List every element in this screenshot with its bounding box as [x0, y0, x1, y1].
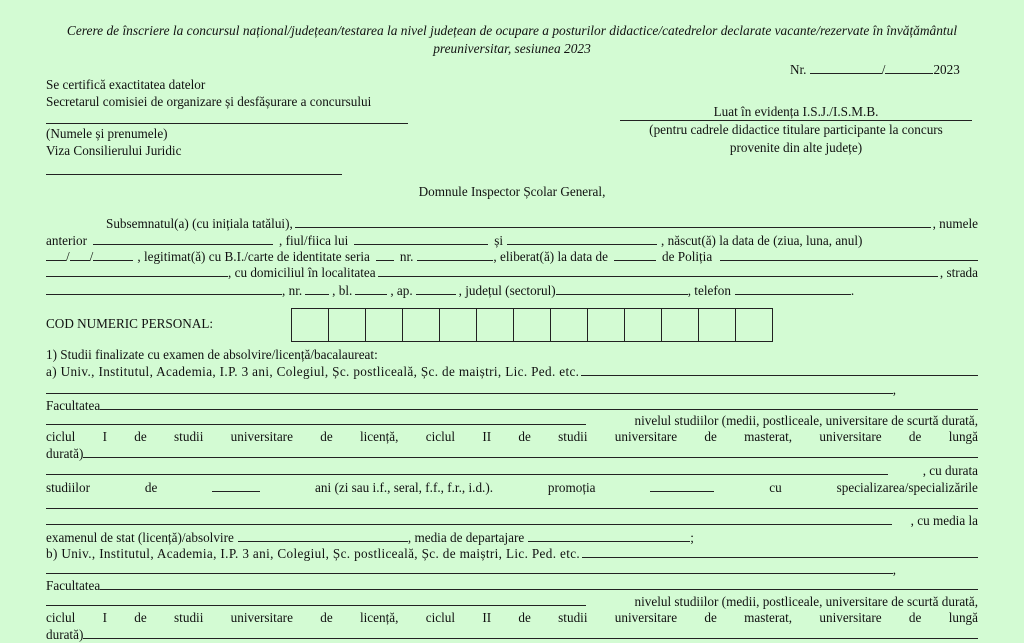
birth-date-label: , născut(ă) la data de (ziua, luna, anul): [661, 233, 863, 248]
studies-a-line-2: [46, 382, 896, 398]
slash: /: [66, 249, 70, 264]
street-field[interactable]: [46, 283, 282, 295]
years-a-line: [46, 480, 978, 496]
faculty-b-field-cont[interactable]: [46, 594, 586, 606]
legal-advisor-label: Viza Consilierului Juridic: [46, 143, 182, 158]
id-series-field[interactable]: [376, 249, 394, 261]
cnp-digit-box[interactable]: [587, 308, 625, 342]
specialization-a-field-cont[interactable]: [46, 513, 892, 525]
studies-b-institution-field-cont[interactable]: [46, 562, 893, 574]
level-b-line: [46, 594, 978, 610]
level-a-label: nivelul studiilor (medii, postliceale, universitare de scurtă durată,: [634, 413, 978, 428]
cnp-digit-box[interactable]: [328, 308, 366, 342]
cnp-digit-box[interactable]: [439, 308, 477, 342]
line-address: [46, 283, 978, 299]
tiebreak-grade-field[interactable]: [528, 530, 690, 542]
house-nr-label: , nr.: [282, 283, 303, 298]
cycle-b-line: ciclul I de studii universitare de licență, ciclul II de studii universitare de masterat, universitare de lungă: [46, 610, 978, 625]
exam-grade-field[interactable]: [238, 530, 408, 542]
cu-label: cu: [769, 480, 782, 495]
with-duration-label: , cu durata: [922, 463, 978, 478]
salutation: Domnule Inspector Școlar General,: [418, 184, 606, 199]
secretary-text: Secretarul comisiei de organizare și desfășurare a concursului: [46, 94, 372, 109]
duration-b-field[interactable]: [83, 627, 978, 639]
numele-label: , numele: [932, 216, 978, 231]
duration-a-field-cont[interactable]: [46, 463, 888, 475]
cnp-digit-box[interactable]: [735, 308, 773, 342]
document-title: Cerere de înscriere la concursul național/județean/testarea la nivel județean de ocupare a posturilor didactice/catedrelor declarate vacante/rezervate în învățământul preuniversitar, sesiunea 2023: [66, 23, 958, 56]
comma: ,: [892, 562, 896, 577]
nr-separator: /: [881, 62, 886, 77]
id-nr-label: nr.: [399, 249, 414, 264]
mother-name-field[interactable]: [507, 233, 657, 245]
level-a-line: [46, 413, 978, 429]
secretary-signature-line[interactable]: [46, 123, 408, 124]
duration-a-line-2: [46, 463, 978, 479]
level-b-label: nivelul studiilor (medii, postliceale, universitare de scurtă durată,: [634, 594, 978, 609]
cnp-digit-box[interactable]: [661, 308, 699, 342]
registration-number: [790, 62, 960, 78]
line-domiciliu: [46, 265, 978, 281]
specialization-a-line: [46, 497, 978, 509]
studies-a-line: [46, 364, 978, 380]
studies-a-label: a) Univ., Institutul, Academia, I.P. 3 ani, Colegiul, Șc. postliceală, Șc. de maiștri, Lic. Ped. etc.: [46, 364, 580, 379]
cnp-digit-box[interactable]: [624, 308, 662, 342]
slash: /: [89, 249, 94, 264]
nr-date-field[interactable]: [885, 62, 933, 74]
id-number-field[interactable]: [417, 249, 493, 261]
registered-line[interactable]: [620, 120, 972, 121]
exam-a-line: [46, 530, 978, 546]
cnp-digit-box[interactable]: [402, 308, 440, 342]
legal-signature-line[interactable]: [46, 174, 342, 175]
specialization-label: specializarea/specializările: [836, 480, 978, 495]
studies-b-line-2: [46, 562, 896, 578]
studies-b-line: [46, 546, 978, 562]
dot: .: [850, 283, 855, 298]
full-name-field[interactable]: [295, 216, 931, 228]
specialization-a-field[interactable]: [46, 497, 978, 509]
child-of-label: , fiul/fiica lui: [279, 233, 349, 248]
cnp-digit-box[interactable]: [513, 308, 551, 342]
cnp-label: COD NUMERIC PERSONAL:: [46, 316, 214, 331]
block-label: , bl.: [332, 283, 353, 298]
cycle-a-line: ciclul I de studii universitare de licență, ciclul II de studii universitare de masterat, universitare de lungă: [46, 429, 978, 444]
subsemnatul-label: Subsemnatul(a) (cu inițiala tatălui),: [106, 216, 293, 231]
police-field[interactable]: [720, 249, 978, 261]
studies-b-institution-field[interactable]: [582, 546, 978, 558]
de-label: de: [144, 480, 158, 495]
studies-b-label: b) Univ., Institutul, Academia, I.P. 3 ani, Colegiul, Șc. postliceală, Șc. de maiștri, Lic. Ped. etc.: [46, 546, 581, 561]
media-a-line: [46, 513, 978, 529]
studies-a-institution-field[interactable]: [581, 364, 978, 376]
registered-note-1: (pentru cadrele didactice titulare participante la concurs: [649, 122, 943, 137]
duration-a-line: [46, 446, 978, 462]
police-label: de Poliția: [662, 249, 713, 264]
birth-month-field[interactable]: [70, 249, 90, 261]
and-label: și: [494, 233, 504, 248]
studies-a-institution-field-cont[interactable]: [46, 382, 893, 394]
id-card-label: , legitimat(ă) cu B.I./carte de identitate seria: [137, 249, 370, 264]
years-a-field[interactable]: [212, 480, 260, 492]
promotion-a-field[interactable]: [650, 480, 714, 492]
house-nr-field[interactable]: [305, 283, 329, 295]
faculty-a-label: Facultatea: [46, 398, 101, 413]
duration-b-line: [46, 627, 978, 643]
duration-a-field[interactable]: [83, 446, 978, 458]
cnp-digit-box[interactable]: [365, 308, 403, 342]
certify-text: Se certifică exactitatea datelor: [46, 77, 206, 92]
semicolon: ;: [690, 530, 694, 545]
years-form-label: ani (zi sau i.f., seral, f.f., f.r., i.d.).: [315, 480, 494, 495]
birth-year-field[interactable]: [93, 249, 133, 261]
faculty-a-field-cont[interactable]: [46, 413, 586, 425]
faculty-a-field[interactable]: [100, 398, 978, 410]
line-legitimat: [46, 249, 978, 265]
line-subsemnatul: [46, 216, 978, 232]
cnp-digit-box[interactable]: [698, 308, 736, 342]
faculty-b-field[interactable]: [100, 578, 978, 590]
faculty-a-line: [46, 398, 978, 414]
nr-year: 2023: [933, 62, 960, 77]
duration-a-label: durată): [46, 446, 84, 461]
registered-note-2: provenite din alte județe): [729, 140, 863, 155]
comma: ,: [892, 382, 896, 397]
studies-label: studiilor: [46, 480, 90, 495]
apartment-field[interactable]: [416, 283, 456, 295]
apartment-label: , ap.: [390, 283, 413, 298]
county-field[interactable]: [556, 283, 688, 295]
nr-label: Nr.: [790, 62, 807, 77]
tiebreak-label: , media de departajare: [407, 530, 525, 545]
studies-heading: 1) Studii finalizate cu examen de absolvire/licență/bacalaureat:: [46, 347, 378, 362]
nr-field[interactable]: [810, 62, 882, 74]
line-anterior: [46, 233, 978, 249]
cnp-digit-box[interactable]: [550, 308, 588, 342]
name-label: (Numele și prenumele): [46, 126, 168, 141]
issued-date-field[interactable]: [614, 249, 656, 261]
cnp-digit-box[interactable]: [291, 308, 329, 342]
phone-field[interactable]: [735, 283, 851, 295]
block-field[interactable]: [355, 283, 387, 295]
birth-day-field[interactable]: [46, 249, 66, 261]
police-field-cont[interactable]: [46, 265, 228, 277]
exam-label: examenul de stat (licență)/absolvire: [46, 530, 234, 545]
faculty-b-line: [46, 578, 978, 594]
issued-label: , eliberat(ă) la data de: [493, 249, 609, 264]
street-label: , strada: [939, 265, 978, 280]
father-name-field[interactable]: [354, 233, 488, 245]
registered-label: Luat în evidența I.S.J./I.S.M.B.: [713, 104, 879, 119]
locality-field[interactable]: [378, 265, 938, 277]
faculty-b-label: Facultatea: [46, 578, 101, 593]
promotion-label: promoția: [547, 480, 596, 495]
duration-b-label: durată): [46, 627, 84, 642]
cnp-boxes: [292, 308, 773, 342]
domicile-label: , cu domiciliul în localitatea: [228, 265, 376, 280]
cnp-digit-box[interactable]: [476, 308, 514, 342]
phone-label: , telefon: [687, 283, 731, 298]
previous-name-field[interactable]: [93, 233, 273, 245]
county-label: , județul (sectorul): [458, 283, 556, 298]
with-grade-label: , cu media la: [910, 513, 978, 528]
anterior-label: anterior: [46, 233, 88, 248]
